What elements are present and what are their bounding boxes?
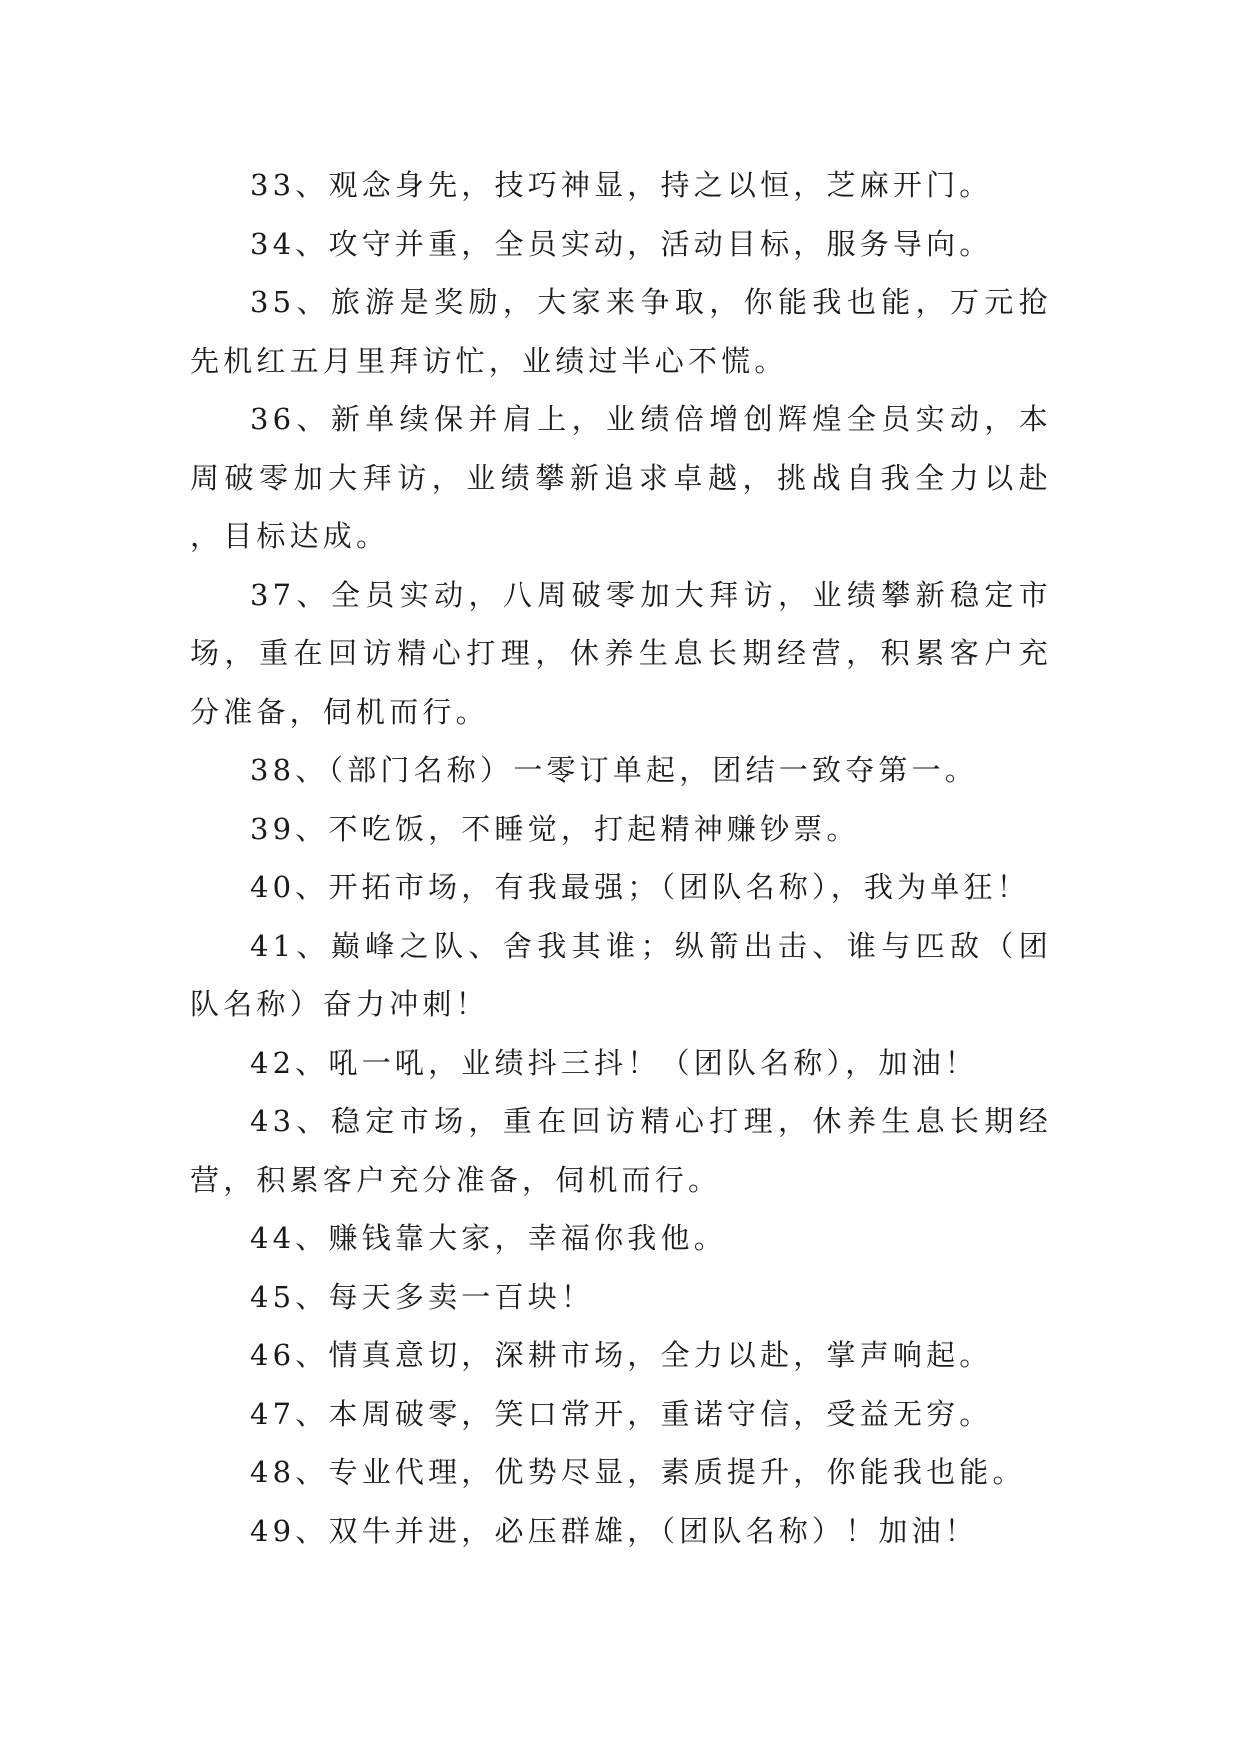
paragraph-41: 41、巅峰之队、舍我其谁；纵箭出击、谁与匹敌（团队名称）奋力冲刺！ — [190, 928, 1052, 1021]
paragraph-36: 36、新单续保并肩上，业绩倍增创辉煌全员实动，本周破零加大拜访，业绩攀新追求卓越，挑战自我全力以赴，目标达成。 — [190, 402, 1052, 553]
paragraph-39: 39、不吃饭，不睡觉，打起精神赚钞票。 — [250, 811, 860, 846]
paragraph-44: 44、赚钱靠大家，幸福你我他。 — [250, 1221, 727, 1255]
document-body — [190, 156, 1052, 1560]
paragraph-38: 38、（部门名称）一零订单起，团结一致夺第一。 — [250, 753, 979, 787]
paragraph-35: 35、旅游是奖励，大家来争取，你能我也能，万元抢先机红五月里拜访忙，业绩过半心不慌。 — [190, 285, 1052, 378]
paragraph-34: 34、攻守并重，全员实动，活动目标，服务导向。 — [250, 226, 993, 261]
paragraph-42: 42、吼一吼，业绩抖三抖！（团队名称），加油！ — [250, 1045, 979, 1080]
paragraph-40: 40、开拓市场，有我最强；（团队名称），我为单狂！ — [250, 870, 1030, 904]
paragraph-43: 43、稳定市场，重在回访精心打理，休养生息长期经营，积累客户充分准备，伺机而行。 — [190, 1104, 1052, 1197]
paragraph-33: 33、观念身先，技巧神显，持之以恒，芝麻开门。 — [250, 168, 993, 202]
paragraph-49: 49、双牛并进，必压群雄，（团队名称）！加油！ — [250, 1513, 979, 1548]
paragraph-45: 45、每天多卖一百块！ — [250, 1279, 595, 1314]
paragraph-47: 47、本周破零，笑口常开，重诺守信，受益无穷。 — [250, 1396, 993, 1431]
paragraph-46: 46、情真意切，深耕市场，全力以赴，掌声响起。 — [250, 1338, 993, 1372]
paragraph-37: 37、全员实动，八周破零加大拜访，业绩攀新稳定市场，重在回访精心打理，休养生息长期经营，积累客户充分准备，伺机而行。 — [190, 577, 1052, 729]
paragraph-48: 48、专业代理，优势尽显，素质提升，你能我也能。 — [250, 1455, 1026, 1489]
